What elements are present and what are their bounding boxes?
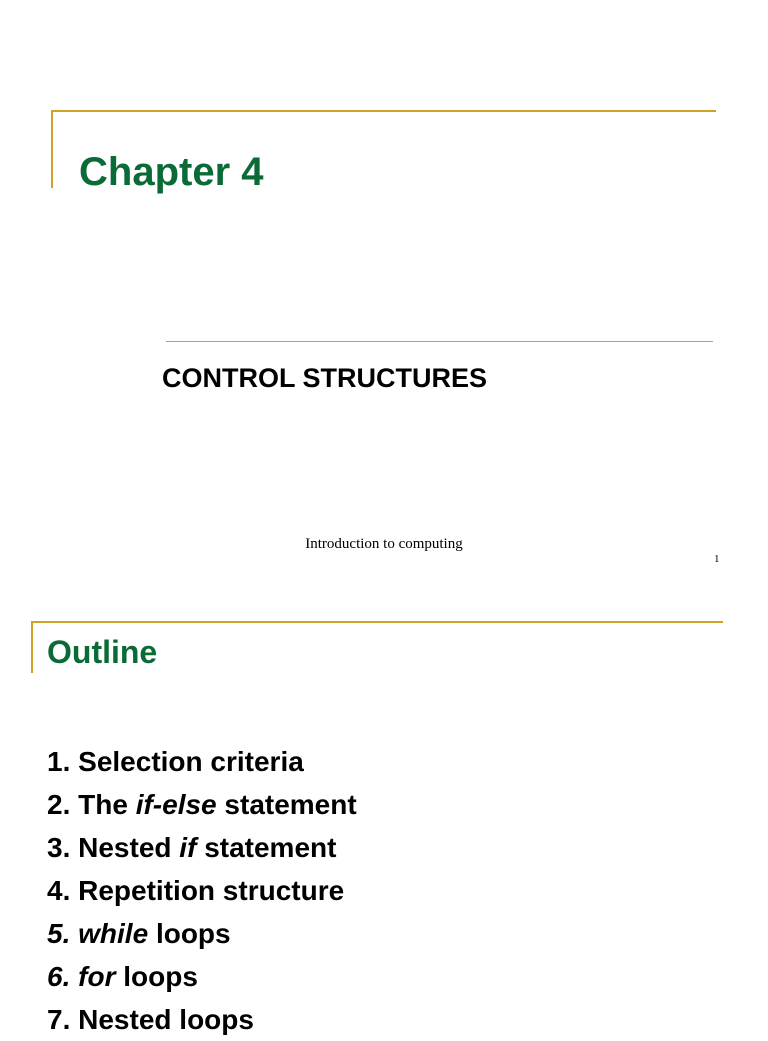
- outline-item-number: 4.: [47, 875, 71, 906]
- outline-item-number: 6.: [47, 961, 71, 992]
- outline-item: [47, 955, 357, 998]
- outline-item-keyword: while: [78, 918, 149, 949]
- outline-item-text: statement: [224, 789, 357, 820]
- outline-item-number: 5.: [47, 918, 71, 949]
- outline-item-text: The: [78, 789, 128, 820]
- outline-item: [47, 912, 357, 955]
- outline-item: [47, 869, 357, 912]
- outline-item-keyword: if: [179, 832, 197, 863]
- outline-item-number: 1.: [47, 746, 71, 777]
- outline-item: [47, 998, 357, 1041]
- outline-item-number: 7.: [47, 1004, 71, 1035]
- outline-item: [47, 783, 357, 826]
- outline-item-text: loops: [155, 918, 231, 949]
- outline-item-text: Selection criteria: [78, 746, 304, 777]
- top-rule-horizontal: [51, 110, 716, 112]
- outline-item: [47, 826, 357, 869]
- slide-footer: Introduction to computing: [305, 536, 463, 552]
- outline-title: Outline: [47, 634, 158, 670]
- outline-item-text: Nested: [78, 832, 172, 863]
- outline-rule-vertical: [31, 621, 33, 673]
- outline-item-text: loops: [123, 961, 198, 992]
- outline-item: [47, 740, 357, 783]
- page-number: 1: [714, 553, 720, 565]
- outline-item-text: statement: [204, 832, 337, 863]
- outline-item-text: Nested loops: [78, 1004, 254, 1035]
- slide-title: Chapter 4: [79, 150, 264, 194]
- outline-list: [47, 740, 357, 1041]
- outline-item-number: 2.: [47, 789, 71, 820]
- outline-item-number: 3.: [47, 832, 71, 863]
- outline-item-keyword: if-else: [135, 789, 217, 820]
- outline-item-keyword: for: [78, 961, 116, 992]
- subtitle-rule: [166, 341, 713, 342]
- outline-item-text: Repetition structure: [78, 875, 345, 906]
- slide-subtitle: CONTROL STRUCTURES: [162, 363, 488, 393]
- outline-slide: [0, 600, 768, 1035]
- top-rule-vertical: [51, 110, 53, 188]
- outline-rule-horizontal: [31, 621, 723, 623]
